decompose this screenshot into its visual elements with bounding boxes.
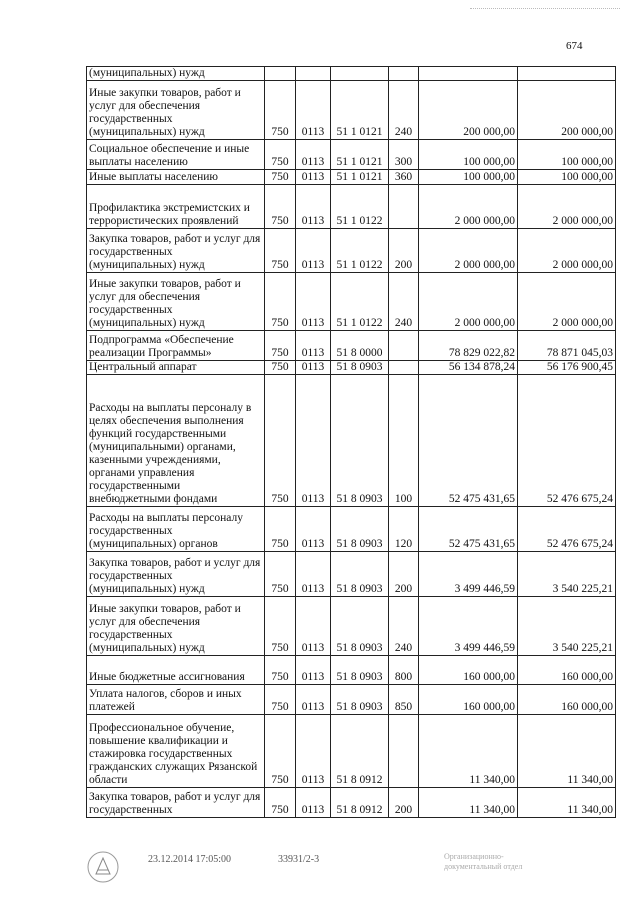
table-row bbox=[87, 597, 616, 656]
row-code-section: 0113 bbox=[296, 361, 331, 375]
table-row bbox=[87, 331, 616, 361]
stamp-line-1: Организационно- bbox=[444, 852, 504, 861]
row-sum-2: 11 340,00 bbox=[518, 788, 616, 818]
row-name: Иные выплаты населению bbox=[87, 170, 265, 185]
row-name: Иные закупки товаров, работ и услуг для обеспечения государственных (муниципальных) нужд bbox=[87, 273, 265, 331]
table-row bbox=[87, 656, 616, 685]
row-code-section: 0113 bbox=[296, 552, 331, 597]
row-code-type: 850 bbox=[389, 685, 419, 715]
row-code-glav: 750 bbox=[265, 375, 296, 507]
row-code-target: 51 1 0122 bbox=[331, 273, 389, 331]
row-sum-2: 52 476 675,24 bbox=[518, 507, 616, 552]
table-row bbox=[87, 361, 616, 375]
row-code-section: 0113 bbox=[296, 597, 331, 656]
table-row bbox=[87, 375, 616, 507]
stamp bbox=[444, 852, 522, 872]
row-sum-2: 200 000,00 bbox=[518, 81, 616, 140]
row-sum-1: 100 000,00 bbox=[419, 140, 518, 170]
row-code-glav: 750 bbox=[265, 715, 296, 788]
table-row bbox=[87, 67, 616, 81]
footer-doc-number: 33931/2-3 bbox=[278, 854, 320, 865]
row-sum-1: 160 000,00 bbox=[419, 656, 518, 685]
row-code-type: 800 bbox=[389, 656, 419, 685]
row-code-glav: 750 bbox=[265, 331, 296, 361]
row-code-glav bbox=[265, 67, 296, 81]
table-row bbox=[87, 185, 616, 229]
row-name: Закупка товаров, работ и услуг для государственных (муниципальных) нужд bbox=[87, 552, 265, 597]
row-code-section: 0113 bbox=[296, 185, 331, 229]
row-sum-2: 2 000 000,00 bbox=[518, 229, 616, 273]
row-code-target bbox=[331, 67, 389, 81]
row-code-type bbox=[389, 331, 419, 361]
row-code-type bbox=[389, 67, 419, 81]
row-code-target: 51 8 0903 bbox=[331, 361, 389, 375]
row-sum-2: 100 000,00 bbox=[518, 140, 616, 170]
row-sum-2: 160 000,00 bbox=[518, 685, 616, 715]
row-name: Закупка товаров, работ и услуг для государственных bbox=[87, 788, 265, 818]
row-sum-2: 100 000,00 bbox=[518, 170, 616, 185]
row-sum-2: 3 540 225,21 bbox=[518, 597, 616, 656]
row-code-glav: 750 bbox=[265, 507, 296, 552]
row-code-type: 200 bbox=[389, 552, 419, 597]
row-sum-2: 3 540 225,21 bbox=[518, 552, 616, 597]
budget-table bbox=[86, 66, 616, 818]
row-sum-1 bbox=[419, 67, 518, 81]
row-code-type: 240 bbox=[389, 597, 419, 656]
row-code-target: 51 8 0903 bbox=[331, 375, 389, 507]
row-code-section: 0113 bbox=[296, 170, 331, 185]
row-code-type: 200 bbox=[389, 229, 419, 273]
row-code-glav: 750 bbox=[265, 597, 296, 656]
row-sum-2: 56 176 900,45 bbox=[518, 361, 616, 375]
row-code-target: 51 1 0121 bbox=[331, 81, 389, 140]
row-sum-2 bbox=[518, 67, 616, 81]
footer-datetime: 23.12.2014 17:05:00 bbox=[148, 854, 232, 865]
row-sum-1: 56 134 878,24 bbox=[419, 361, 518, 375]
row-code-section: 0113 bbox=[296, 273, 331, 331]
row-code-section: 0113 bbox=[296, 715, 331, 788]
row-code-section: 0113 bbox=[296, 375, 331, 507]
row-code-glav: 750 bbox=[265, 170, 296, 185]
row-name: Центральный аппарат bbox=[87, 361, 265, 375]
table-row bbox=[87, 507, 616, 552]
stamp-line-2: документальный отдел bbox=[444, 862, 523, 871]
row-sum-1: 52 475 431,65 bbox=[419, 507, 518, 552]
scan-edge-line bbox=[470, 8, 620, 10]
row-code-section bbox=[296, 67, 331, 81]
row-sum-1: 11 340,00 bbox=[419, 788, 518, 818]
row-code-type: 100 bbox=[389, 375, 419, 507]
row-name: Закупка товаров, работ и услуг для государственных (муниципальных) нужд bbox=[87, 229, 265, 273]
row-sum-1: 11 340,00 bbox=[419, 715, 518, 788]
row-code-target: 51 8 0903 bbox=[331, 685, 389, 715]
row-name: Социальное обеспечение и иные выплаты населению bbox=[87, 140, 265, 170]
row-code-glav: 750 bbox=[265, 552, 296, 597]
row-sum-1: 3 499 446,59 bbox=[419, 597, 518, 656]
row-sum-2: 11 340,00 bbox=[518, 715, 616, 788]
row-code-target: 51 1 0122 bbox=[331, 185, 389, 229]
table-row bbox=[87, 170, 616, 185]
row-name: Подпрограмма «Обеспечение реализации Программы» bbox=[87, 331, 265, 361]
row-code-glav: 750 bbox=[265, 81, 296, 140]
row-sum-1: 78 829 022,82 bbox=[419, 331, 518, 361]
row-code-type: 120 bbox=[389, 507, 419, 552]
row-code-type: 240 bbox=[389, 81, 419, 140]
row-name: Иные закупки товаров, работ и услуг для обеспечения государственных (муниципальных) нужд bbox=[87, 597, 265, 656]
row-code-type: 300 bbox=[389, 140, 419, 170]
row-name: Расходы на выплаты персоналу в целях обеспечения выполнения функций государственными (муниципальными) органами, казенными учреждениями, органами управления государственными внебюджетными фондами bbox=[87, 375, 265, 507]
row-code-section: 0113 bbox=[296, 685, 331, 715]
row-code-glav: 750 bbox=[265, 788, 296, 818]
row-name: Иные закупки товаров, работ и услуг для обеспечения государственных (муниципальных) нужд bbox=[87, 81, 265, 140]
row-code-section: 0113 bbox=[296, 81, 331, 140]
table-row bbox=[87, 788, 616, 818]
row-name: Профилактика экстремистских и террористических проявлений bbox=[87, 185, 265, 229]
page-number: 674 bbox=[566, 40, 583, 52]
row-sum-1: 2 000 000,00 bbox=[419, 273, 518, 331]
row-name: Иные бюджетные ассигнования bbox=[87, 656, 265, 685]
table-row bbox=[87, 81, 616, 140]
row-code-target: 51 8 0903 bbox=[331, 552, 389, 597]
table-row bbox=[87, 140, 616, 170]
row-sum-1: 2 000 000,00 bbox=[419, 229, 518, 273]
budget-table-body bbox=[87, 67, 616, 818]
row-code-target: 51 8 0903 bbox=[331, 597, 389, 656]
row-code-target: 51 8 0912 bbox=[331, 715, 389, 788]
row-code-section: 0113 bbox=[296, 788, 331, 818]
row-code-target: 51 1 0122 bbox=[331, 229, 389, 273]
row-code-section: 0113 bbox=[296, 507, 331, 552]
row-code-glav: 750 bbox=[265, 140, 296, 170]
row-code-glav: 750 bbox=[265, 273, 296, 331]
row-code-type: 200 bbox=[389, 788, 419, 818]
row-code-section: 0113 bbox=[296, 229, 331, 273]
row-sum-1: 2 000 000,00 bbox=[419, 185, 518, 229]
row-code-section: 0113 bbox=[296, 656, 331, 685]
row-sum-2: 2 000 000,00 bbox=[518, 273, 616, 331]
row-sum-1: 100 000,00 bbox=[419, 170, 518, 185]
row-name: Расходы на выплаты персоналу государственных (муниципальных) органов bbox=[87, 507, 265, 552]
row-code-type bbox=[389, 361, 419, 375]
row-code-type: 240 bbox=[389, 273, 419, 331]
row-sum-2: 2 000 000,00 bbox=[518, 185, 616, 229]
row-name: Профессиональное обучение, повышение квалификации и стажировка государственных гражданских служащих Рязанской области bbox=[87, 715, 265, 788]
row-code-target: 51 8 0912 bbox=[331, 788, 389, 818]
row-sum-2: 78 871 045,03 bbox=[518, 331, 616, 361]
row-code-target: 51 8 0000 bbox=[331, 331, 389, 361]
table-row bbox=[87, 552, 616, 597]
row-sum-1: 160 000,00 bbox=[419, 685, 518, 715]
row-code-type bbox=[389, 715, 419, 788]
row-code-type: 360 bbox=[389, 170, 419, 185]
table-row bbox=[87, 715, 616, 788]
row-code-glav: 750 bbox=[265, 656, 296, 685]
row-code-target: 51 8 0903 bbox=[331, 656, 389, 685]
row-sum-1: 52 475 431,65 bbox=[419, 375, 518, 507]
row-sum-1: 3 499 446,59 bbox=[419, 552, 518, 597]
row-code-type bbox=[389, 185, 419, 229]
row-code-target: 51 1 0121 bbox=[331, 170, 389, 185]
table-row bbox=[87, 685, 616, 715]
row-code-glav: 750 bbox=[265, 185, 296, 229]
row-code-section: 0113 bbox=[296, 140, 331, 170]
row-code-glav: 750 bbox=[265, 229, 296, 273]
row-code-glav: 750 bbox=[265, 685, 296, 715]
emblem-seal-icon bbox=[86, 850, 120, 884]
row-code-section: 0113 bbox=[296, 331, 331, 361]
row-sum-1: 200 000,00 bbox=[419, 81, 518, 140]
table-row bbox=[87, 229, 616, 273]
row-sum-2: 52 476 675,24 bbox=[518, 375, 616, 507]
row-code-glav: 750 bbox=[265, 361, 296, 375]
row-code-target: 51 1 0121 bbox=[331, 140, 389, 170]
row-code-target: 51 8 0903 bbox=[331, 507, 389, 552]
row-name: Уплата налогов, сборов и иных платежей bbox=[87, 685, 265, 715]
row-name: (муниципальных) нужд bbox=[87, 67, 265, 81]
row-sum-2: 160 000,00 bbox=[518, 656, 616, 685]
table-row bbox=[87, 273, 616, 331]
